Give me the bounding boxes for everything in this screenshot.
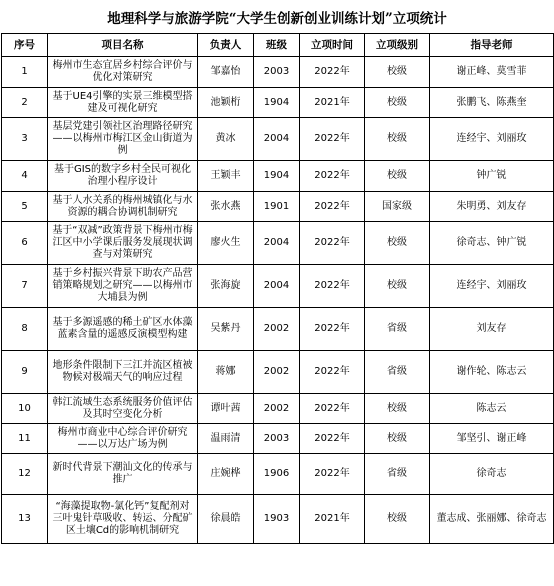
cell-time: 2022年 [300,308,365,351]
table-row [2,424,554,454]
cell-leader: 黄冰 [198,118,254,161]
table-row [2,394,554,424]
cell-advisor: 连经宇、刘丽玫 [430,265,554,308]
cell-level: 省级 [365,351,430,394]
cell-leader: 张海旋 [198,265,254,308]
cell-name: 基于GIS的数字乡村全民可视化治理小程序设计 [48,161,198,192]
cell-leader: 徐晨皓 [198,495,254,544]
cell-no: 5 [2,192,48,222]
cell-name: 韩江流域生态系统服务价值评估及其时空变化分析 [48,394,198,424]
table-row [2,308,554,351]
cell-level: 校级 [365,424,430,454]
cell-name: 基层党建引领社区治理路径研究——以梅州市梅江区金山街道为例 [48,118,198,161]
table-row [2,118,554,161]
table-row [2,88,554,118]
table-row [2,57,554,88]
cell-name: 梅州市生态宜居乡村综合评价与优化对策研究 [48,57,198,88]
cell-no: 8 [2,308,48,351]
cell-no: 1 [2,57,48,88]
cell-advisor: 谢作轮、陈志云 [430,351,554,394]
cell-time: 2022年 [300,454,365,495]
cell-leader: 张水燕 [198,192,254,222]
header-class: 班级 [254,34,300,57]
table-row [2,351,554,394]
cell-name: 基于“双减”政策背景下梅州市梅江区中小学课后服务发展现状调查与对策研究 [48,222,198,265]
cell-class: 1903 [254,495,300,544]
cell-level: 校级 [365,222,430,265]
cell-no: 9 [2,351,48,394]
cell-class: 2004 [254,265,300,308]
cell-class: 1904 [254,88,300,118]
cell-advisor: 徐奇志、钟广锐 [430,222,554,265]
cell-class: 2002 [254,351,300,394]
cell-class: 2003 [254,57,300,88]
cell-level: 省级 [365,308,430,351]
cell-name: 地形条件限制下三江并流区植被物候对极端天气的响应过程 [48,351,198,394]
table-header-row [2,34,554,57]
cell-class: 2004 [254,118,300,161]
table-row [2,265,554,308]
project-table [1,33,554,544]
cell-advisor: 谢正峰、莫雪菲 [430,57,554,88]
cell-no: 10 [2,394,48,424]
cell-class: 1901 [254,192,300,222]
cell-name: “海藻提取物-氯化钙”复配剂对三叶鬼针草吸收、转运、分配矿区土壤Cd的影响机制研究 [48,495,198,544]
cell-leader: 邹嘉怡 [198,57,254,88]
cell-no: 11 [2,424,48,454]
cell-level: 校级 [365,495,430,544]
cell-time: 2022年 [300,424,365,454]
cell-level: 校级 [365,118,430,161]
cell-no: 4 [2,161,48,192]
cell-leader: 池颖桁 [198,88,254,118]
cell-no: 7 [2,265,48,308]
cell-leader: 吴紫丹 [198,308,254,351]
table-row [2,192,554,222]
cell-class: 1906 [254,454,300,495]
cell-time: 2022年 [300,222,365,265]
cell-leader: 蒋娜 [198,351,254,394]
cell-time: 2022年 [300,265,365,308]
cell-time: 2021年 [300,88,365,118]
cell-leader: 温雨清 [198,424,254,454]
cell-level: 省级 [365,454,430,495]
cell-class: 2002 [254,308,300,351]
cell-level: 校级 [365,57,430,88]
cell-name: 基于多源遥感的稀土矿区水体藻蓝素含量的遥感反演模型构建 [48,308,198,351]
cell-advisor: 董志成、张丽娜、徐奇志 [430,495,554,544]
header-leader: 负责人 [198,34,254,57]
header-name: 项目名称 [48,34,198,57]
cell-time: 2022年 [300,192,365,222]
table-row [2,454,554,495]
cell-advisor: 连经宇、刘丽玫 [430,118,554,161]
cell-advisor: 陈志云 [430,394,554,424]
cell-level: 国家级 [365,192,430,222]
cell-time: 2022年 [300,351,365,394]
cell-name: 新时代背景下潮汕文化的传承与推广 [48,454,198,495]
cell-no: 6 [2,222,48,265]
cell-level: 校级 [365,394,430,424]
document-title: 地理科学与旅游学院“大学生创新创业训练计划”立项统计 [107,10,447,27]
cell-leader: 谭叶茜 [198,394,254,424]
cell-advisor: 刘友存 [430,308,554,351]
table-row [2,495,554,544]
cell-name: 基于人水关系的梅州城镇化与水资源的耦合协调机制研究 [48,192,198,222]
cell-class: 2004 [254,222,300,265]
cell-name: 基于UE4引擎的实景三维模型搭建及可视化研究 [48,88,198,118]
cell-advisor: 钟广锐 [430,161,554,192]
cell-name: 基于乡村振兴背景下助农产品营销策略规划之研究——以梅州市大埔县为例 [48,265,198,308]
cell-time: 2022年 [300,57,365,88]
cell-time: 2022年 [300,394,365,424]
cell-level: 校级 [365,265,430,308]
header-level: 立项级别 [365,34,430,57]
cell-no: 2 [2,88,48,118]
table-row [2,161,554,192]
cell-class: 2002 [254,394,300,424]
cell-advisor: 邹坚引、谢正峰 [430,424,554,454]
cell-advisor: 张鹏飞、陈燕奎 [430,88,554,118]
cell-advisor: 徐奇志 [430,454,554,495]
cell-level: 校级 [365,161,430,192]
cell-no: 13 [2,495,48,544]
header-advisor: 指导老师 [430,34,554,57]
cell-no: 12 [2,454,48,495]
header-time: 立项时间 [300,34,365,57]
cell-name: 梅州市商业中心综合评价研究——以万达广场为例 [48,424,198,454]
cell-advisor: 朱明勇、刘友存 [430,192,554,222]
cell-no: 3 [2,118,48,161]
cell-time: 2021年 [300,495,365,544]
cell-class: 1904 [254,161,300,192]
cell-leader: 王颖丰 [198,161,254,192]
cell-leader: 廖火生 [198,222,254,265]
cell-class: 2003 [254,424,300,454]
cell-level: 校级 [365,88,430,118]
cell-time: 2022年 [300,161,365,192]
table-row [2,222,554,265]
header-no: 序号 [2,34,48,57]
cell-time: 2022年 [300,118,365,161]
cell-leader: 庄婉桦 [198,454,254,495]
